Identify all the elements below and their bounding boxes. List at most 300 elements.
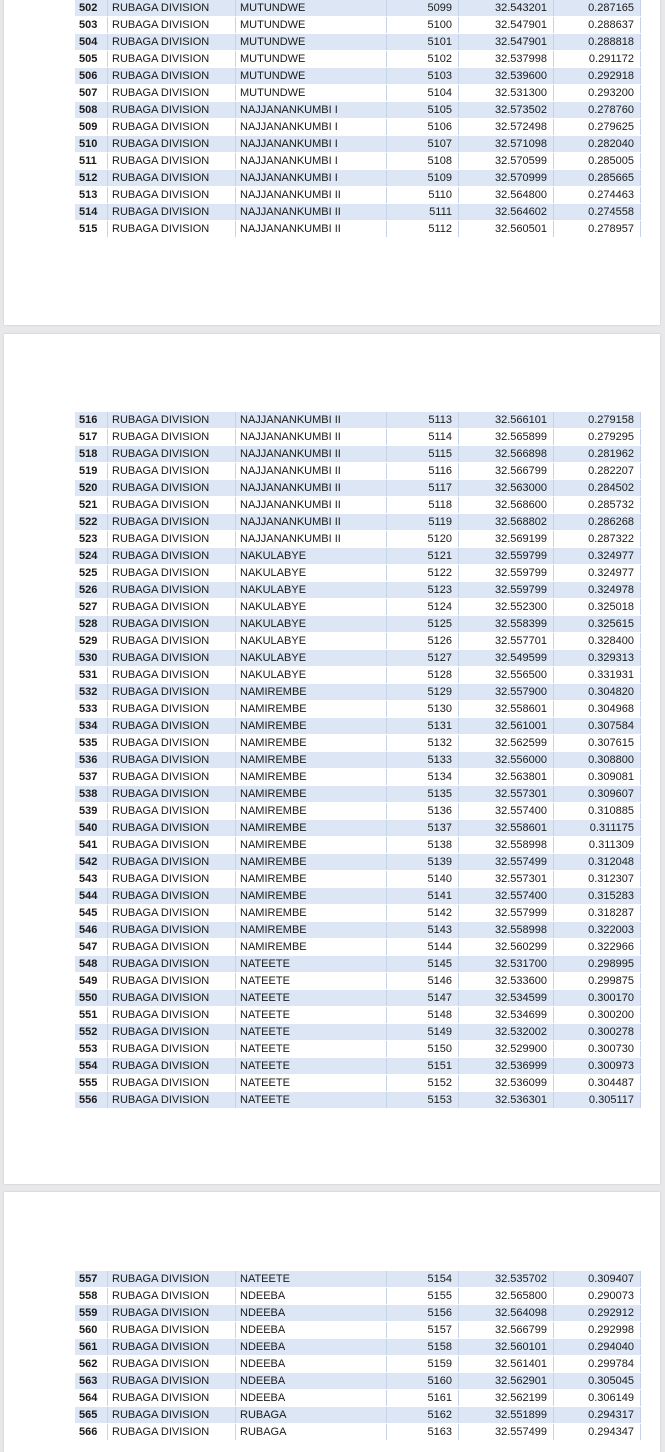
id-cell: 5134 (387, 769, 459, 786)
latitude-cell: 0.309607 (554, 786, 641, 803)
latitude-cell: 0.322966 (554, 939, 641, 956)
row-number-cell: 556 (75, 1092, 108, 1109)
parish-cell: MUTUNDWE (236, 51, 387, 68)
id-cell: 5144 (387, 939, 459, 956)
latitude-cell: 0.294317 (554, 1407, 641, 1424)
table-row (75, 633, 641, 650)
longitude-cell: 32.557900 (459, 684, 554, 701)
division-cell: RUBAGA DIVISION (108, 1007, 236, 1024)
parish-cell: NATEETE (236, 1024, 387, 1041)
row-number-cell: 531 (75, 667, 108, 684)
latitude-cell: 0.298995 (554, 956, 641, 973)
longitude-cell: 32.557499 (459, 1424, 554, 1441)
id-cell: 5146 (387, 973, 459, 990)
table-row (75, 939, 641, 956)
parish-cell: NAKULABYE (236, 633, 387, 650)
latitude-cell: 0.300200 (554, 1007, 641, 1024)
parish-cell: NDEEBA (236, 1339, 387, 1356)
parish-cell: NAMIREMBE (236, 854, 387, 871)
row-number-cell: 530 (75, 650, 108, 667)
row-number-cell: 537 (75, 769, 108, 786)
parish-cell: NAJJANANKUMBI II (236, 463, 387, 480)
latitude-cell: 0.304820 (554, 684, 641, 701)
latitude-cell: 0.304968 (554, 701, 641, 718)
table-row (75, 1407, 641, 1424)
latitude-cell: 0.279158 (554, 412, 641, 429)
id-cell: 5155 (387, 1288, 459, 1305)
row-number-cell: 538 (75, 786, 108, 803)
row-number-cell: 543 (75, 871, 108, 888)
id-cell: 5154 (387, 1271, 459, 1288)
table-row (75, 956, 641, 973)
parish-cell: NATEETE (236, 1041, 387, 1058)
division-cell: RUBAGA DIVISION (108, 769, 236, 786)
longitude-cell: 32.565800 (459, 1288, 554, 1305)
parish-cell: MUTUNDWE (236, 34, 387, 51)
parish-cell: NAMIREMBE (236, 701, 387, 718)
row-number-cell: 520 (75, 480, 108, 497)
row-number-cell: 522 (75, 514, 108, 531)
table-row (75, 820, 641, 837)
table-row (75, 1390, 641, 1407)
division-cell: RUBAGA DIVISION (108, 429, 236, 446)
row-number-cell: 532 (75, 684, 108, 701)
parish-cell: MUTUNDWE (236, 68, 387, 85)
table-row (75, 429, 641, 446)
parish-cell: NAMIREMBE (236, 871, 387, 888)
parish-cell: NAMIREMBE (236, 820, 387, 837)
row-number-cell: 558 (75, 1288, 108, 1305)
latitude-cell: 0.282040 (554, 136, 641, 153)
parish-cell: MUTUNDWE (236, 85, 387, 102)
table-row (75, 990, 641, 1007)
table-row (75, 187, 641, 204)
parish-cell: NAMIREMBE (236, 888, 387, 905)
longitude-cell: 32.537998 (459, 51, 554, 68)
latitude-cell: 0.293200 (554, 85, 641, 102)
division-cell: RUBAGA DIVISION (108, 786, 236, 803)
id-cell: 5100 (387, 17, 459, 34)
latitude-cell: 0.282207 (554, 463, 641, 480)
division-cell: RUBAGA DIVISION (108, 684, 236, 701)
longitude-cell: 32.566799 (459, 1322, 554, 1339)
row-number-cell: 547 (75, 939, 108, 956)
row-number-cell: 527 (75, 599, 108, 616)
parish-cell: MUTUNDWE (236, 0, 387, 17)
longitude-cell: 32.556500 (459, 667, 554, 684)
id-cell: 5147 (387, 990, 459, 1007)
longitude-cell: 32.562199 (459, 1390, 554, 1407)
latitude-cell: 0.288818 (554, 34, 641, 51)
longitude-cell: 32.572498 (459, 119, 554, 136)
latitude-cell: 0.325018 (554, 599, 641, 616)
division-cell: RUBAGA DIVISION (108, 956, 236, 973)
division-cell: RUBAGA DIVISION (108, 1271, 236, 1288)
latitude-cell: 0.311309 (554, 837, 641, 854)
latitude-cell: 0.300973 (554, 1058, 641, 1075)
longitude-cell: 32.559799 (459, 582, 554, 599)
latitude-cell: 0.309407 (554, 1271, 641, 1288)
latitude-cell: 0.308800 (554, 752, 641, 769)
division-cell: RUBAGA DIVISION (108, 68, 236, 85)
parish-cell: NAMIREMBE (236, 752, 387, 769)
id-cell: 5107 (387, 136, 459, 153)
table-row (75, 85, 641, 102)
division-cell: RUBAGA DIVISION (108, 803, 236, 820)
latitude-cell: 0.279295 (554, 429, 641, 446)
id-cell: 5159 (387, 1356, 459, 1373)
id-cell: 5127 (387, 650, 459, 667)
id-cell: 5142 (387, 905, 459, 922)
latitude-cell: 0.307615 (554, 735, 641, 752)
table-row (75, 1075, 641, 1092)
id-cell: 5129 (387, 684, 459, 701)
table-row (75, 684, 641, 701)
row-number-cell: 559 (75, 1305, 108, 1322)
parish-cell: NAJJANANKUMBI II (236, 497, 387, 514)
table-row (75, 1373, 641, 1390)
longitude-cell: 32.557400 (459, 888, 554, 905)
parish-cell: NDEEBA (236, 1322, 387, 1339)
latitude-cell: 0.324978 (554, 582, 641, 599)
division-cell: RUBAGA DIVISION (108, 1288, 236, 1305)
latitude-cell: 0.291172 (554, 51, 641, 68)
division-cell: RUBAGA DIVISION (108, 34, 236, 51)
row-number-cell: 545 (75, 905, 108, 922)
latitude-cell: 0.292918 (554, 68, 641, 85)
parish-cell: NAJJANANKUMBI II (236, 221, 387, 238)
division-cell: RUBAGA DIVISION (108, 599, 236, 616)
division-cell: RUBAGA DIVISION (108, 854, 236, 871)
table-row (75, 565, 641, 582)
table-row (75, 1024, 641, 1041)
parish-cell: NDEEBA (236, 1390, 387, 1407)
id-cell: 5152 (387, 1075, 459, 1092)
latitude-cell: 0.300278 (554, 1024, 641, 1041)
table-row (75, 735, 641, 752)
longitude-cell: 32.560101 (459, 1339, 554, 1356)
row-number-cell: 504 (75, 34, 108, 51)
id-cell: 5156 (387, 1305, 459, 1322)
parish-cell: NAKULABYE (236, 650, 387, 667)
division-cell: RUBAGA DIVISION (108, 85, 236, 102)
longitude-cell: 32.566101 (459, 412, 554, 429)
latitude-cell: 0.310885 (554, 803, 641, 820)
row-number-cell: 548 (75, 956, 108, 973)
longitude-cell: 32.539600 (459, 68, 554, 85)
id-cell: 5135 (387, 786, 459, 803)
longitude-cell: 32.564602 (459, 204, 554, 221)
table-row (75, 119, 641, 136)
id-cell: 5102 (387, 51, 459, 68)
table-row (75, 1322, 641, 1339)
longitude-cell: 32.564800 (459, 187, 554, 204)
division-cell: RUBAGA DIVISION (108, 204, 236, 221)
division-cell: RUBAGA DIVISION (108, 752, 236, 769)
parish-cell: NATEETE (236, 1058, 387, 1075)
id-cell: 5115 (387, 446, 459, 463)
parish-cell: NAKULABYE (236, 565, 387, 582)
parish-cell: NAMIREMBE (236, 939, 387, 956)
row-number-cell: 564 (75, 1390, 108, 1407)
parish-cell: NAMIREMBE (236, 684, 387, 701)
document-page-3 (4, 1192, 660, 1452)
table-row (75, 1092, 641, 1109)
division-cell: RUBAGA DIVISION (108, 119, 236, 136)
table-row (75, 497, 641, 514)
row-number-cell: 505 (75, 51, 108, 68)
id-cell: 5150 (387, 1041, 459, 1058)
division-cell: RUBAGA DIVISION (108, 0, 236, 17)
row-number-cell: 534 (75, 718, 108, 735)
longitude-cell: 32.536099 (459, 1075, 554, 1092)
row-number-cell: 542 (75, 854, 108, 871)
id-cell: 5106 (387, 119, 459, 136)
longitude-cell: 32.558601 (459, 820, 554, 837)
parish-cell: NAJJANANKUMBI II (236, 204, 387, 221)
parish-cell: NAKULABYE (236, 616, 387, 633)
parish-cell: NAKULABYE (236, 582, 387, 599)
division-cell: RUBAGA DIVISION (108, 497, 236, 514)
table-row (75, 1288, 641, 1305)
id-cell: 5157 (387, 1322, 459, 1339)
latitude-cell: 0.300170 (554, 990, 641, 1007)
id-cell: 5119 (387, 514, 459, 531)
latitude-cell: 0.307584 (554, 718, 641, 735)
id-cell: 5120 (387, 531, 459, 548)
latitude-cell: 0.306149 (554, 1390, 641, 1407)
longitude-cell: 32.556000 (459, 752, 554, 769)
table-row (75, 1305, 641, 1322)
id-cell: 5122 (387, 565, 459, 582)
longitude-cell: 32.570599 (459, 153, 554, 170)
table-row (75, 701, 641, 718)
division-cell: RUBAGA DIVISION (108, 973, 236, 990)
parish-cell: NAJJANANKUMBI I (236, 136, 387, 153)
division-cell: RUBAGA DIVISION (108, 633, 236, 650)
longitude-cell: 32.547901 (459, 17, 554, 34)
division-cell: RUBAGA DIVISION (108, 837, 236, 854)
id-cell: 5110 (387, 187, 459, 204)
latitude-cell: 0.304487 (554, 1075, 641, 1092)
parish-cell: NATEETE (236, 1007, 387, 1024)
row-number-cell: 516 (75, 412, 108, 429)
latitude-cell: 0.305117 (554, 1092, 641, 1109)
latitude-cell: 0.294347 (554, 1424, 641, 1441)
id-cell: 5163 (387, 1424, 459, 1441)
table-row (75, 17, 641, 34)
longitude-cell: 32.559799 (459, 565, 554, 582)
latitude-cell: 0.278957 (554, 221, 641, 238)
table-row (75, 204, 641, 221)
longitude-cell: 32.543201 (459, 0, 554, 17)
parish-cell: NDEEBA (236, 1288, 387, 1305)
longitude-cell: 32.569199 (459, 531, 554, 548)
id-cell: 5112 (387, 221, 459, 238)
id-cell: 5143 (387, 922, 459, 939)
table-row (75, 1424, 641, 1441)
latitude-cell: 0.288637 (554, 17, 641, 34)
id-cell: 5126 (387, 633, 459, 650)
division-cell: RUBAGA DIVISION (108, 650, 236, 667)
row-number-cell: 546 (75, 922, 108, 939)
division-cell: RUBAGA DIVISION (108, 582, 236, 599)
id-cell: 5128 (387, 667, 459, 684)
division-cell: RUBAGA DIVISION (108, 616, 236, 633)
latitude-cell: 0.324977 (554, 548, 641, 565)
row-number-cell: 503 (75, 17, 108, 34)
longitude-cell: 32.561001 (459, 718, 554, 735)
longitude-cell: 32.570999 (459, 170, 554, 187)
longitude-cell: 32.552300 (459, 599, 554, 616)
longitude-cell: 32.551899 (459, 1407, 554, 1424)
table-row (75, 905, 641, 922)
table-row (75, 463, 641, 480)
latitude-cell: 0.305045 (554, 1373, 641, 1390)
table-row (75, 0, 641, 17)
longitude-cell: 32.533600 (459, 973, 554, 990)
id-cell: 5131 (387, 718, 459, 735)
table-row (75, 650, 641, 667)
table-row (75, 1271, 641, 1288)
longitude-cell: 32.557701 (459, 633, 554, 650)
latitude-cell: 0.285005 (554, 153, 641, 170)
id-cell: 5145 (387, 956, 459, 973)
row-number-cell: 560 (75, 1322, 108, 1339)
parish-cell: NAJJANANKUMBI II (236, 446, 387, 463)
longitude-cell: 32.534599 (459, 990, 554, 1007)
table-row (75, 582, 641, 599)
longitude-cell: 32.534699 (459, 1007, 554, 1024)
table-row (75, 1058, 641, 1075)
parish-cell: NDEEBA (236, 1373, 387, 1390)
row-number-cell: 535 (75, 735, 108, 752)
longitude-cell: 32.536301 (459, 1092, 554, 1109)
row-number-cell: 563 (75, 1373, 108, 1390)
id-cell: 5125 (387, 616, 459, 633)
row-number-cell: 533 (75, 701, 108, 718)
latitude-cell: 0.285732 (554, 497, 641, 514)
latitude-cell: 0.286268 (554, 514, 641, 531)
parish-cell: NAJJANANKUMBI II (236, 514, 387, 531)
division-cell: RUBAGA DIVISION (108, 463, 236, 480)
division-cell: RUBAGA DIVISION (108, 1092, 236, 1109)
document-page-1 (4, 0, 660, 325)
longitude-cell: 32.532002 (459, 1024, 554, 1041)
division-cell: RUBAGA DIVISION (108, 701, 236, 718)
id-cell: 5116 (387, 463, 459, 480)
id-cell: 5137 (387, 820, 459, 837)
latitude-cell: 0.292998 (554, 1322, 641, 1339)
division-cell: RUBAGA DIVISION (108, 412, 236, 429)
id-cell: 5124 (387, 599, 459, 616)
table-row (75, 1007, 641, 1024)
row-number-cell: 552 (75, 1024, 108, 1041)
id-cell: 5114 (387, 429, 459, 446)
parish-cell: NATEETE (236, 1271, 387, 1288)
division-cell: RUBAGA DIVISION (108, 221, 236, 238)
row-number-cell: 549 (75, 973, 108, 990)
parish-cell: NAKULABYE (236, 599, 387, 616)
row-number-cell: 519 (75, 463, 108, 480)
division-cell: RUBAGA DIVISION (108, 1058, 236, 1075)
longitude-cell: 32.547901 (459, 34, 554, 51)
division-cell: RUBAGA DIVISION (108, 1305, 236, 1322)
row-number-cell: 565 (75, 1407, 108, 1424)
longitude-cell: 32.558399 (459, 616, 554, 633)
longitude-cell: 32.561401 (459, 1356, 554, 1373)
latitude-cell: 0.292912 (554, 1305, 641, 1322)
parish-cell: NATEETE (236, 973, 387, 990)
latitude-cell: 0.290073 (554, 1288, 641, 1305)
table-row (75, 136, 641, 153)
id-cell: 5109 (387, 170, 459, 187)
latitude-cell: 0.299875 (554, 973, 641, 990)
row-number-cell: 513 (75, 187, 108, 204)
division-cell: RUBAGA DIVISION (108, 136, 236, 153)
table-row (75, 514, 641, 531)
division-cell: RUBAGA DIVISION (108, 1356, 236, 1373)
table-row (75, 837, 641, 854)
row-number-cell: 562 (75, 1356, 108, 1373)
latitude-cell: 0.278760 (554, 102, 641, 119)
row-number-cell: 523 (75, 531, 108, 548)
table-row (75, 68, 641, 85)
parish-cell: NDEEBA (236, 1356, 387, 1373)
latitude-cell: 0.281962 (554, 446, 641, 463)
parish-cell: NAKULABYE (236, 667, 387, 684)
longitude-cell: 32.568802 (459, 514, 554, 531)
parish-cell: NAJJANANKUMBI II (236, 412, 387, 429)
longitude-cell: 32.560299 (459, 939, 554, 956)
row-number-cell: 539 (75, 803, 108, 820)
table-row (75, 922, 641, 939)
row-number-cell: 541 (75, 837, 108, 854)
parish-cell: NATEETE (236, 956, 387, 973)
longitude-cell: 32.563801 (459, 769, 554, 786)
division-cell: RUBAGA DIVISION (108, 51, 236, 68)
table-row (75, 548, 641, 565)
parish-cell: NAJJANANKUMBI II (236, 429, 387, 446)
id-cell: 5136 (387, 803, 459, 820)
parish-cell: NAMIREMBE (236, 922, 387, 939)
row-number-cell: 510 (75, 136, 108, 153)
row-number-cell: 517 (75, 429, 108, 446)
id-cell: 5123 (387, 582, 459, 599)
latitude-cell: 0.279625 (554, 119, 641, 136)
parish-cell: MUTUNDWE (236, 17, 387, 34)
id-cell: 5132 (387, 735, 459, 752)
id-cell: 5151 (387, 1058, 459, 1075)
division-cell: RUBAGA DIVISION (108, 17, 236, 34)
row-number-cell: 555 (75, 1075, 108, 1092)
longitude-cell: 32.557999 (459, 905, 554, 922)
longitude-cell: 32.558998 (459, 837, 554, 854)
parish-cell: NAMIREMBE (236, 905, 387, 922)
longitude-cell: 32.557301 (459, 871, 554, 888)
division-cell: RUBAGA DIVISION (108, 871, 236, 888)
row-number-cell: 536 (75, 752, 108, 769)
id-cell: 5103 (387, 68, 459, 85)
table-row (75, 803, 641, 820)
longitude-cell: 32.549599 (459, 650, 554, 667)
division-cell: RUBAGA DIVISION (108, 1024, 236, 1041)
id-cell: 5138 (387, 837, 459, 854)
id-cell: 5111 (387, 204, 459, 221)
row-number-cell: 511 (75, 153, 108, 170)
division-cell: RUBAGA DIVISION (108, 565, 236, 582)
latitude-cell: 0.311175 (554, 820, 641, 837)
